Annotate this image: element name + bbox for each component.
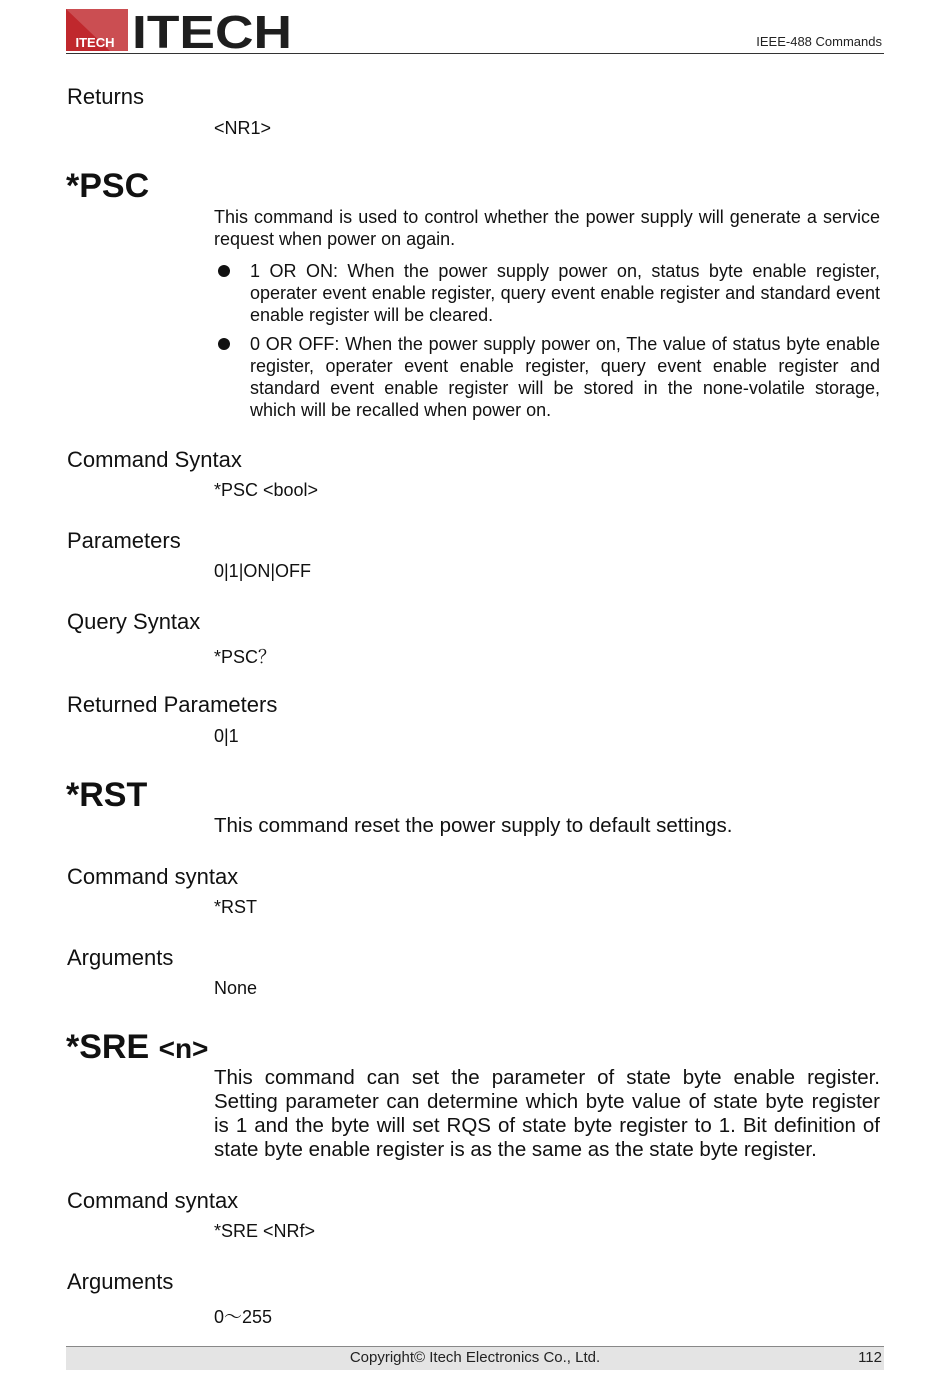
psc-returned-heading: Returned Parameters — [67, 692, 278, 717]
logo-wordmark: ITECH — [132, 9, 292, 51]
psc-description: This command is used to control whether the power supply will generate a service request when power on again. — [214, 207, 880, 249]
sre-description: This command can set the parameter of state byte enable register. Setting parameter can determine which byte value of state byte register is 1 and the byte will set RQS of state byte register to 1. Bit definition of state byte enable register is as the same as the state byte register. — [214, 1066, 880, 1161]
sre-args: 0～255 — [214, 1307, 273, 1327]
footer-copyright: Copyright© Itech Electronics Co., Ltd. — [349, 1349, 601, 1366]
sre-title-command: *SRE — [66, 1028, 150, 1066]
bullet-dot-icon — [218, 338, 230, 350]
returns-value: <NR1> — [214, 118, 272, 138]
rst-description: This command reset the power supply to default settings. — [214, 814, 733, 837]
psc-bullet-off-text: 0 OR OFF: When the power supply power on, The value of status byte enable register, operater event enable register, query event enable register and standard event enable register will be stored in the none-volatile storage, which will be recalled when power on. — [250, 334, 880, 420]
section-label: IEEE-488 Commands — [756, 34, 882, 49]
psc-syntax-heading: Command Syntax — [67, 447, 242, 472]
sre-syntax: *SRE <NRf> — [214, 1221, 316, 1241]
page-number: 112 — [858, 1349, 882, 1366]
psc-returned: 0|1 — [214, 726, 239, 746]
rst-syntax-heading: Command syntax — [67, 864, 239, 889]
rst-args: None — [214, 978, 258, 998]
returns-heading: Returns — [67, 84, 145, 109]
psc-params: 0|1|ON|OFF — [214, 561, 312, 581]
psc-title: *PSC — [66, 167, 150, 205]
psc-bullet-on-text: 1 OR ON: When the power supply power on, status byte enable register, operater event enable register, query event enable register and standard event enable register will be cleared. — [250, 261, 880, 325]
psc-params-heading: Parameters — [67, 528, 181, 553]
sre-syntax-heading: Command syntax — [67, 1188, 239, 1213]
sre-title — [66, 1028, 208, 1067]
sre-title-argument: <n> — [158, 1033, 209, 1064]
header-divider — [66, 53, 884, 54]
psc-syntax: *PSC <bool> — [214, 480, 319, 500]
itech-logo — [66, 9, 294, 51]
psc-query-heading: Query Syntax — [67, 609, 201, 634]
rst-syntax: *RST — [214, 897, 258, 917]
bullet-dot-icon — [218, 265, 230, 277]
logo-badge-text: ITECH — [75, 35, 115, 50]
psc-query: *PSC？ — [214, 647, 277, 667]
sre-args-heading: Arguments — [67, 1269, 174, 1294]
rst-title: *RST — [66, 776, 148, 814]
rst-args-heading: Arguments — [67, 945, 174, 970]
